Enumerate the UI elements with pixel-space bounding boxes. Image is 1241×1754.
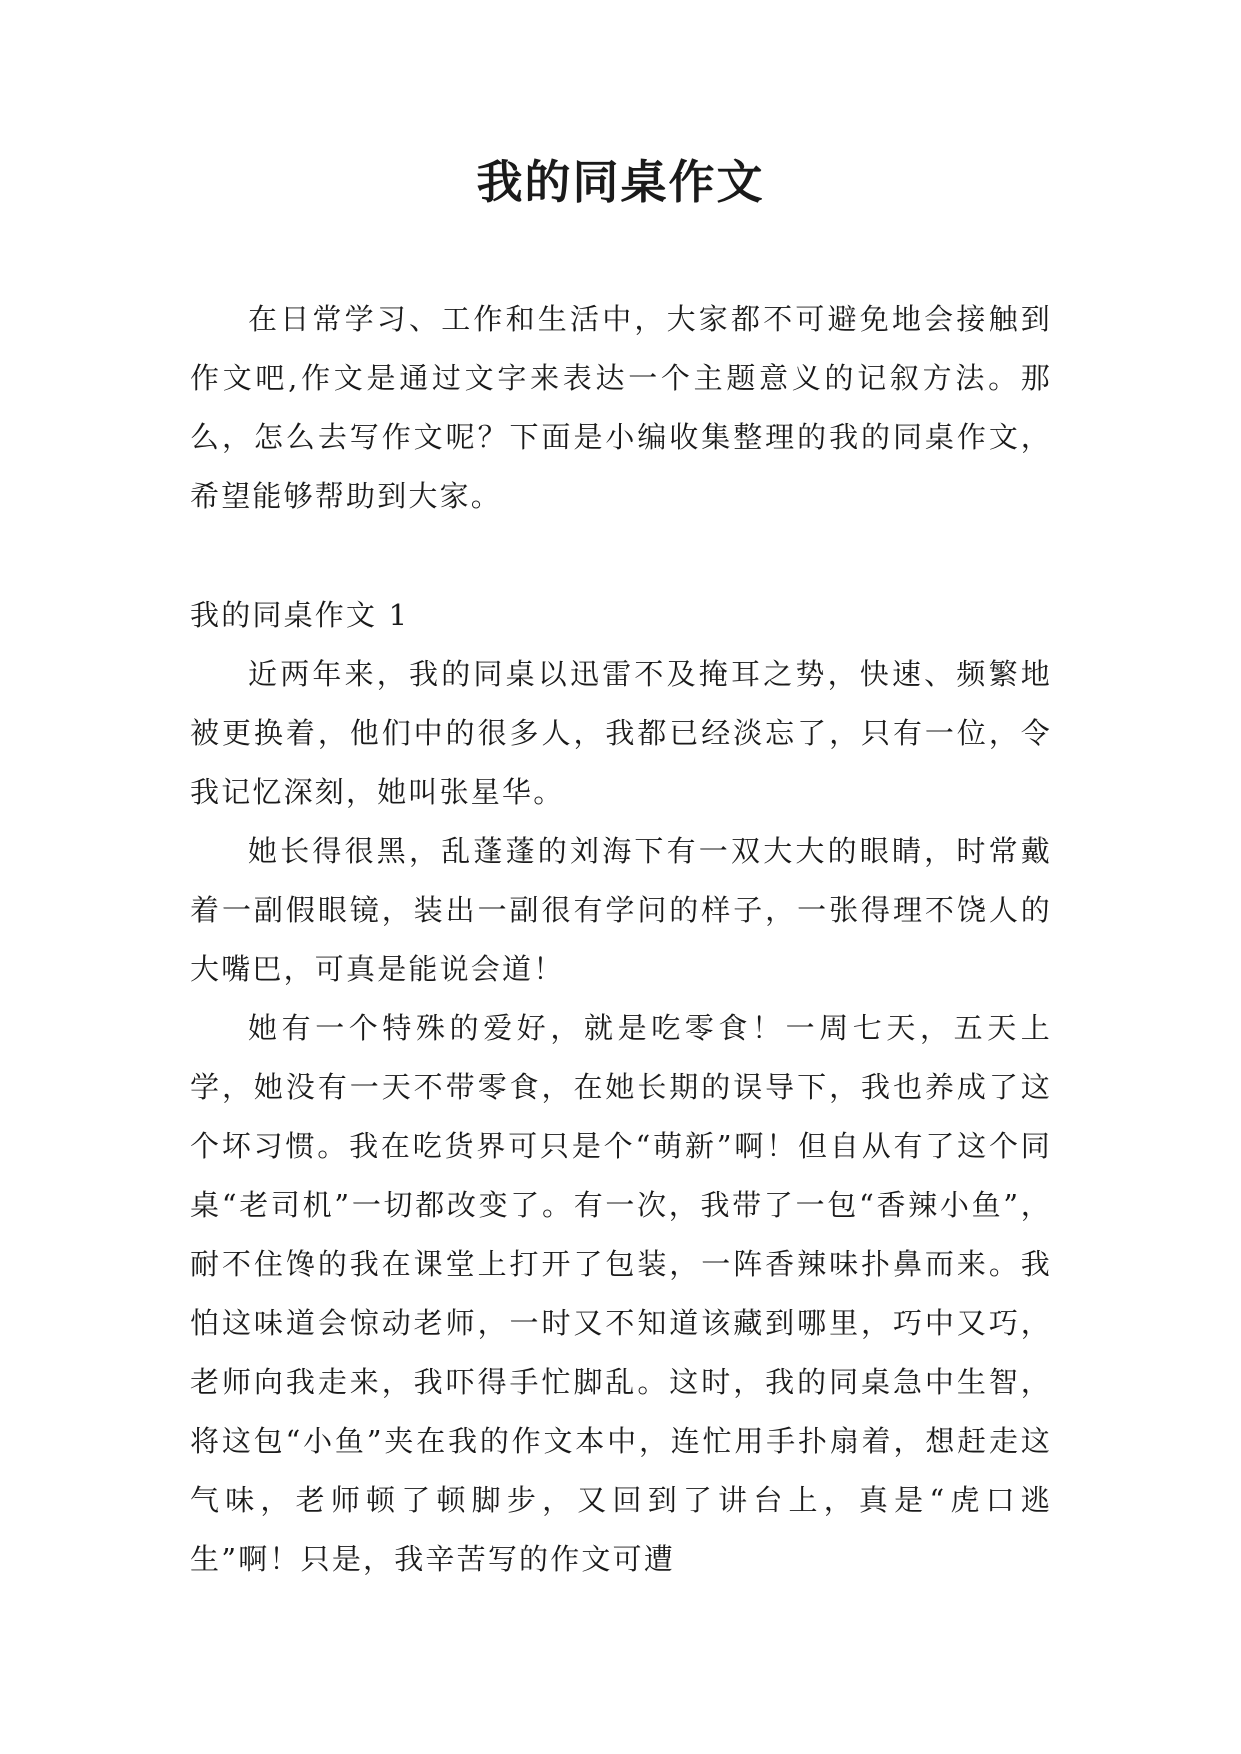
body-paragraph-3: 她有一个特殊的爱好，就是吃零食！一周七天，五天上学，她没有一天不带零食，在她长期的误导下，我也养成了这个坏习惯。我在吃货界可只是个“萌新”啊！但自从有了这个同桌“老司机”一切都改变了。有一次，我带了一包“香辣小鱼”，耐不住馋的我在课堂上打开了包装，一阵香辣味扑鼻而来。我怕这味道会惊动老师，一时又不知道该藏到哪里，巧中又巧，老师向我走来，我吓得手忙脚乱。这时，我的同桌急中生智，将这包“小鱼”夹在我的作文本中，连忙用手扑扇着，想赶走这气味，老师顿了顿脚步，又回到了讲台上，真是“虎口逃生”啊！只是，我辛苦写的作文可遭 [190,1011,1052,1576]
document-title: 我的同桌作文 [476,155,765,209]
document-body [190,290,1052,1589]
body-paragraph-1: 近两年来，我的同桌以迅雷不及掩耳之势，快速、频繁地被更换着，他们中的很多人，我都已经淡忘了，只有一位，令我记忆深刻，她叫张星华。 [190,657,1052,809]
body-paragraph-2: 她长得很黑，乱蓬蓬的刘海下有一双大大的眼睛，时常戴着一副假眼镜，装出一副很有学问的样子，一张得理不饶人的大嘴巴，可真是能说会道！ [190,834,1052,986]
intro-paragraph: 在日常学习、工作和生活中，大家都不可避免地会接触到作文吧,作文是通过文字来表达一个主题意义的记叙方法。那么，怎么去写作文呢？下面是小编收集整理的我的同桌作文，希望能够帮助到大家。 [190,302,1052,513]
section-heading: 我的同桌作文 1 [190,598,410,632]
